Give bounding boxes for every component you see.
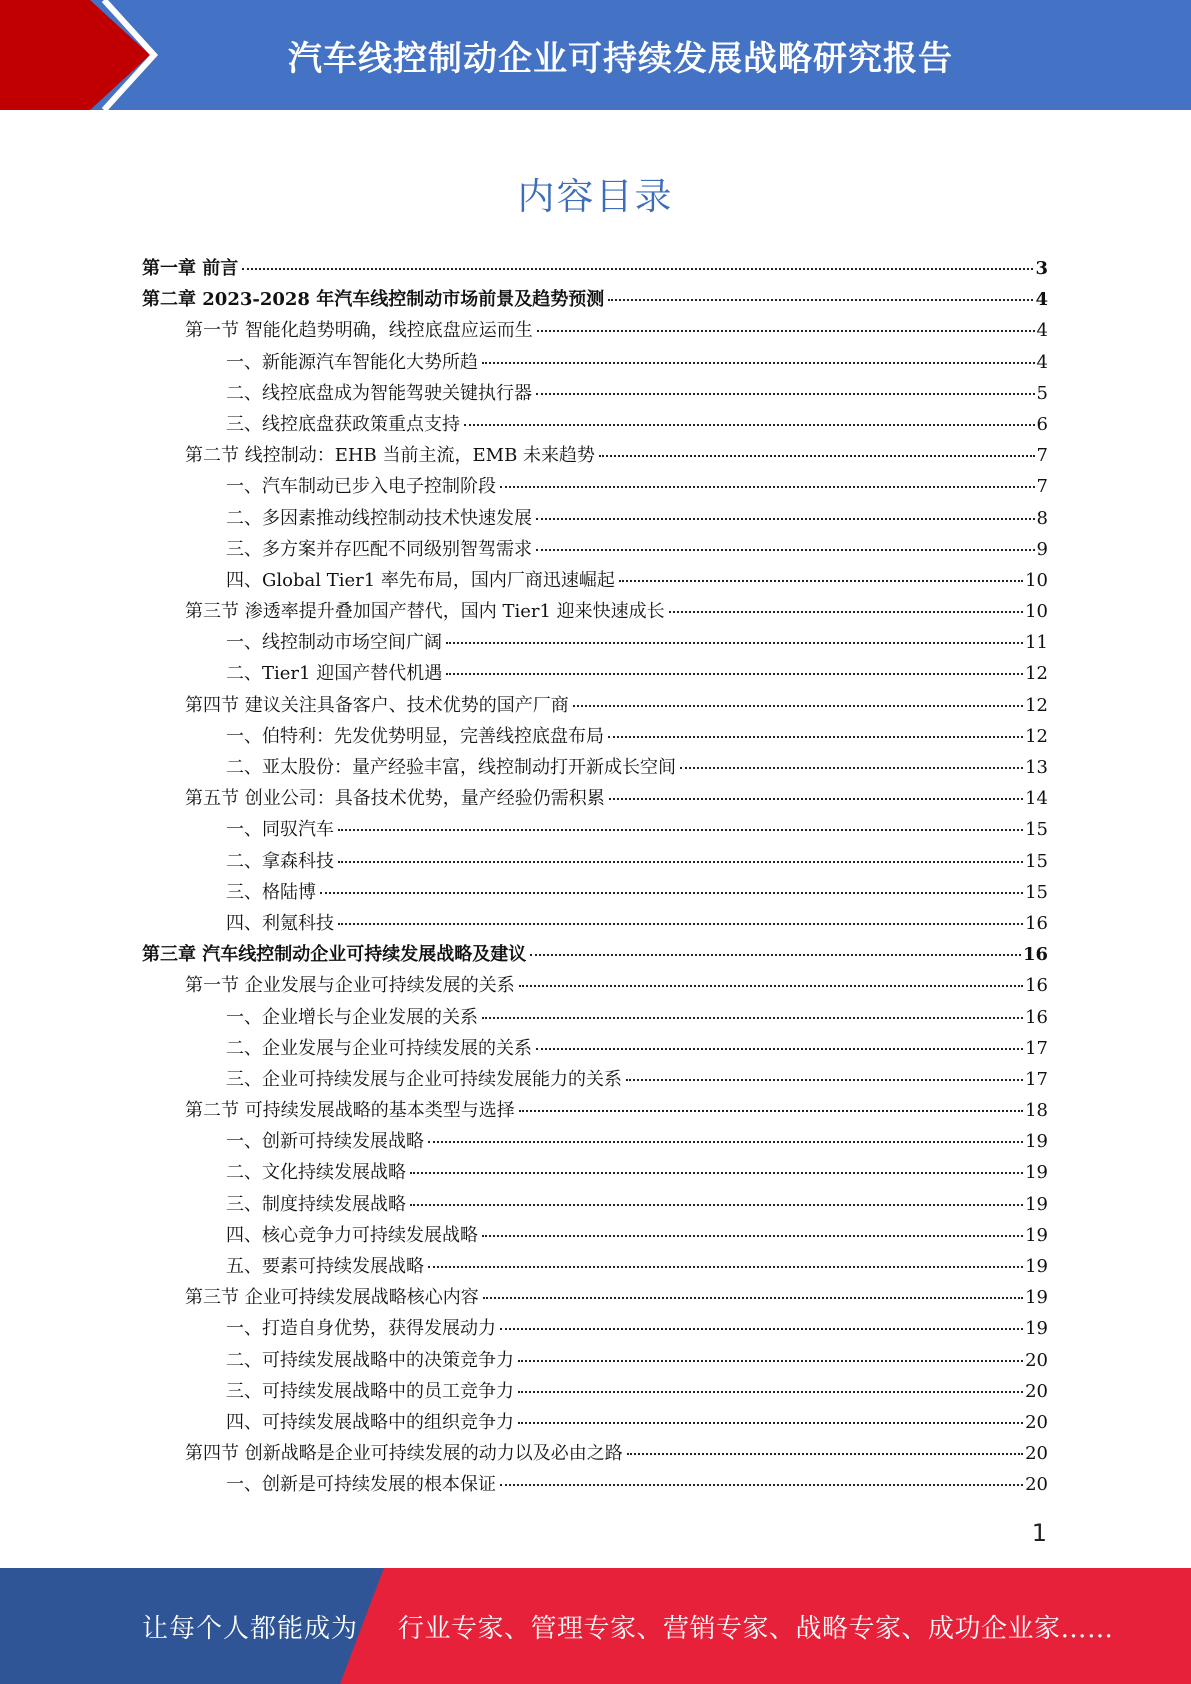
toc-dot-leader (536, 549, 1035, 551)
toc-entry-label: 三、线控底盘获政策重点支持 (226, 413, 460, 435)
toc-entry-label: 第四节 创新战略是企业可持续发展的动力以及必由之路 (185, 1443, 623, 1465)
toc-entry[interactable] (142, 440, 1048, 471)
toc-dot-leader (410, 1172, 1023, 1174)
toc-entry[interactable] (142, 409, 1048, 440)
toc-dot-leader (619, 580, 1023, 582)
toc-entry[interactable] (142, 1095, 1048, 1126)
toc-dot-leader (536, 1048, 1023, 1050)
toc-entry-label: 一、创新可持续发展战略 (226, 1131, 424, 1153)
toc-entry-label: 第五节 创业公司：具备技术优势，量产经验仍需积累 (185, 788, 605, 810)
toc-entry-page: 5 (1036, 382, 1048, 404)
toc-entry-label: 二、可持续发展战略中的决策竞争力 (226, 1349, 514, 1371)
toc-dot-leader (446, 673, 1023, 675)
toc-entry-label: 四、可持续发展战略中的组织竞争力 (226, 1411, 514, 1433)
toc-entry[interactable] (142, 1345, 1048, 1376)
toc-entry-label: 三、制度持续发展战略 (226, 1193, 406, 1215)
toc-dot-leader (500, 486, 1035, 488)
toc-dot-leader (608, 736, 1023, 738)
toc-entry[interactable] (142, 783, 1048, 814)
toc-entry[interactable] (142, 846, 1048, 877)
toc-entry[interactable] (142, 877, 1048, 908)
toc-entry[interactable] (142, 1220, 1048, 1251)
toc-dot-leader (410, 1204, 1023, 1206)
toc-entry[interactable] (142, 1376, 1048, 1407)
toc-entry[interactable] (142, 939, 1048, 970)
toc-entry[interactable] (142, 1189, 1048, 1220)
toc-dot-leader (428, 1141, 1023, 1143)
toc-entry-label: 三、多方案并存匹配不同级别智驾需求 (226, 538, 532, 560)
toc-dot-leader (464, 424, 1035, 426)
toc-entry-label: 四、利氪科技 (226, 912, 334, 934)
toc-dot-leader (518, 1391, 1023, 1393)
toc-dot-leader (537, 330, 1035, 332)
toc-entry[interactable] (142, 534, 1048, 565)
toc-dot-leader (446, 642, 1023, 644)
toc-entry[interactable] (142, 503, 1048, 534)
toc-dot-leader (519, 1110, 1023, 1112)
toc-entry-page: 20 (1025, 1411, 1048, 1433)
toc-dot-leader (242, 268, 1033, 270)
toc-entry-page: 16 (1022, 944, 1048, 966)
toc-entry[interactable] (142, 814, 1048, 845)
toc-dot-leader (338, 923, 1023, 925)
toc-entry-page: 15 (1025, 819, 1048, 841)
toc-entry-page: 17 (1025, 1037, 1048, 1059)
toc-entry-label: 一、同驭汽车 (226, 819, 334, 841)
toc-entry-page: 6 (1036, 413, 1048, 435)
toc-entry[interactable] (142, 1407, 1048, 1438)
toc-entry-label: 三、企业可持续发展与企业可持续发展能力的关系 (226, 1068, 622, 1090)
toc-entry-page: 19 (1025, 1131, 1048, 1153)
toc-entry[interactable] (142, 565, 1048, 596)
toc-entry-page: 20 (1025, 1474, 1048, 1496)
toc-dot-leader (518, 1422, 1023, 1424)
toc-entry-label: 四、核心竞争力可持续发展战略 (226, 1224, 478, 1246)
toc-entry-label: 第一节 企业发展与企业可持续发展的关系 (185, 975, 515, 997)
toc-dot-leader (518, 1360, 1023, 1362)
toc-entry-page: 13 (1025, 757, 1048, 778)
toc-entry-page: 19 (1025, 1193, 1048, 1215)
toc-entry[interactable] (142, 1282, 1048, 1313)
toc-entry-page: 4 (1036, 351, 1048, 373)
toc-entry-page: 20 (1025, 1349, 1048, 1371)
toc-entry[interactable] (142, 690, 1048, 721)
toc-dot-leader (482, 1017, 1023, 1019)
toc-entry-label: 二、企业发展与企业可持续发展的关系 (226, 1037, 532, 1059)
toc-entry-label: 第二节 可持续发展战略的基本类型与选择 (185, 1100, 515, 1122)
toc-dot-leader (680, 767, 1023, 769)
toc-entry-label: 一、企业增长与企业发展的关系 (226, 1006, 478, 1028)
toc-entry-label: 四、Global Tier1 率先布局，国内厂商迅速崛起 (226, 569, 615, 591)
toc-entry-label: 二、文化持续发展战略 (226, 1162, 406, 1184)
toc-entry[interactable] (142, 970, 1048, 1001)
toc-dot-leader (573, 705, 1023, 707)
toc-entry-label: 一、伯特利：先发优势明显，完善线控底盘布局 (226, 725, 604, 747)
toc-entry-page: 16 (1025, 1006, 1048, 1028)
toc-entry-page: 16 (1025, 912, 1048, 934)
toc-entry-page: 7 (1036, 476, 1048, 498)
toc-entry-page: 7 (1036, 445, 1048, 467)
toc-entry-page: 19 (1025, 1318, 1048, 1340)
toc-dot-leader (338, 829, 1023, 831)
toc-entry-label: 二、线控底盘成为智能驾驶关键执行器 (226, 382, 532, 404)
toc-dot-leader (609, 798, 1023, 800)
toc-dot-leader (482, 1235, 1023, 1237)
toc-entry-label: 第三章 汽车线控制动企业可持续发展战略及建议 (142, 944, 527, 966)
page-number: 1 (1031, 1519, 1047, 1547)
toc-entry[interactable] (142, 1064, 1048, 1095)
table-of-contents (142, 253, 1048, 1501)
toc-entry[interactable] (142, 284, 1048, 315)
toc-entry[interactable] (142, 721, 1048, 752)
toc-entry[interactable] (142, 627, 1048, 658)
toc-dot-leader (320, 892, 1023, 894)
toc-entry-page: 9 (1036, 538, 1048, 560)
toc-entry-page: 14 (1025, 788, 1048, 810)
toc-dot-leader (500, 1328, 1023, 1330)
toc-dot-leader (500, 1484, 1023, 1486)
toc-dot-leader (627, 1453, 1023, 1455)
toc-entry-label: 第一节 智能化趋势明确，线控底盘应运而生 (185, 320, 533, 342)
toc-entry[interactable] (142, 596, 1048, 627)
toc-dot-leader (338, 861, 1023, 863)
toc-dot-leader (599, 455, 1035, 457)
footer-slogan-left: 让每个人都能成为 (142, 1613, 359, 1644)
toc-dot-leader (536, 393, 1035, 395)
toc-entry-page: 12 (1025, 725, 1048, 747)
toc-entry-page: 20 (1025, 1443, 1048, 1465)
toc-entry-label: 一、新能源汽车智能化大势所趋 (226, 351, 478, 373)
toc-entry[interactable] (142, 253, 1048, 284)
toc-entry-label: 一、打造自身优势，获得发展动力 (226, 1318, 496, 1340)
toc-entry-label: 一、汽车制动已步入电子控制阶段 (226, 476, 496, 498)
toc-entry-page: 19 (1025, 1162, 1048, 1184)
toc-entry[interactable] (142, 908, 1048, 939)
toc-entry-label: 三、可持续发展战略中的员工竞争力 (226, 1380, 514, 1402)
toc-entry-page: 19 (1025, 1224, 1048, 1246)
toc-entry-page: 16 (1025, 975, 1048, 997)
toc-entry-page: 10 (1025, 569, 1048, 591)
toc-dot-leader (482, 362, 1035, 364)
toc-entry[interactable] (142, 347, 1048, 378)
toc-entry-page: 17 (1025, 1068, 1048, 1090)
toc-entry-label: 第三节 渗透率提升叠加国产替代，国内 Tier1 迎来快速成长 (185, 601, 665, 623)
footer-banner (0, 1568, 1191, 1684)
toc-entry-label: 二、亚太股份：量产经验丰富，线控制动打开新成长空间 (226, 757, 676, 778)
toc-entry-page: 11 (1025, 632, 1048, 654)
toc-entry-label: 三、格陆博 (226, 881, 316, 903)
toc-entry-label: 二、多因素推动线控制动技术快速发展 (226, 507, 532, 529)
toc-entry-page: 12 (1025, 663, 1048, 685)
toc-entry-page: 19 (1025, 1256, 1048, 1277)
toc-dot-leader (519, 985, 1023, 987)
toc-entry[interactable] (142, 752, 1048, 783)
toc-entry-label: 一、线控制动市场空间广阔 (226, 632, 442, 654)
toc-dot-leader (669, 611, 1023, 613)
toc-entry-page: 4 (1036, 320, 1048, 342)
toc-entry-page: 10 (1025, 601, 1048, 623)
toc-entry[interactable] (142, 471, 1048, 502)
toc-entry[interactable] (142, 315, 1048, 346)
toc-entry-label: 二、拿森科技 (226, 850, 334, 872)
toc-dot-leader (483, 1297, 1023, 1299)
toc-entry[interactable] (142, 1126, 1048, 1157)
toc-entry[interactable] (142, 1002, 1048, 1033)
toc-entry-page: 20 (1025, 1380, 1048, 1402)
footer-slogan-right: 行业专家、管理专家、营销专家、战略专家、成功企业家…… (398, 1613, 1114, 1644)
toc-entry-page: 15 (1025, 881, 1048, 903)
toc-entry-label: 第二章 2023-2028 年汽车线控制动市场前景及趋势预测 (142, 289, 605, 311)
toc-entry-label: 第一章 前言 (142, 258, 239, 279)
toc-entry[interactable] (142, 1469, 1048, 1500)
toc-entry[interactable] (142, 1313, 1048, 1344)
toc-entry[interactable] (142, 1438, 1048, 1469)
toc-entry[interactable] (142, 378, 1048, 409)
toc-entry-page: 15 (1025, 850, 1048, 872)
toc-entry-label: 第四节 建议关注具备客户、技术优势的国产厂商 (185, 694, 569, 716)
report-title: 汽车线控制动企业可持续发展战略研究报告 (288, 38, 953, 79)
toc-entry-page: 4 (1035, 289, 1048, 311)
toc-entry[interactable] (142, 1033, 1048, 1064)
toc-dot-leader (626, 1079, 1023, 1081)
toc-entry-page: 18 (1025, 1100, 1048, 1122)
toc-entry-label: 一、创新是可持续发展的根本保证 (226, 1474, 496, 1496)
toc-entry-label: 五、要素可持续发展战略 (226, 1256, 424, 1277)
toc-heading: 内容目录 (517, 175, 674, 218)
toc-entry-label: 第三节 企业可持续发展战略核心内容 (185, 1287, 479, 1309)
toc-entry[interactable] (142, 658, 1048, 689)
header-banner (0, 0, 1191, 110)
toc-dot-leader (530, 954, 1021, 956)
toc-dot-leader (608, 299, 1033, 301)
toc-entry-page: 3 (1035, 258, 1048, 279)
toc-entry[interactable] (142, 1157, 1048, 1188)
toc-entry[interactable] (142, 1251, 1048, 1282)
toc-dot-leader (428, 1266, 1023, 1268)
toc-entry-page: 12 (1025, 694, 1048, 716)
toc-entry-label: 第二节 线控制动：EHB 当前主流，EMB 未来趋势 (185, 445, 596, 467)
toc-entry-page: 19 (1025, 1287, 1048, 1309)
toc-entry-label: 二、Tier1 迎国产替代机遇 (226, 663, 443, 685)
toc-entry-page: 8 (1036, 507, 1048, 529)
toc-dot-leader (536, 518, 1035, 520)
